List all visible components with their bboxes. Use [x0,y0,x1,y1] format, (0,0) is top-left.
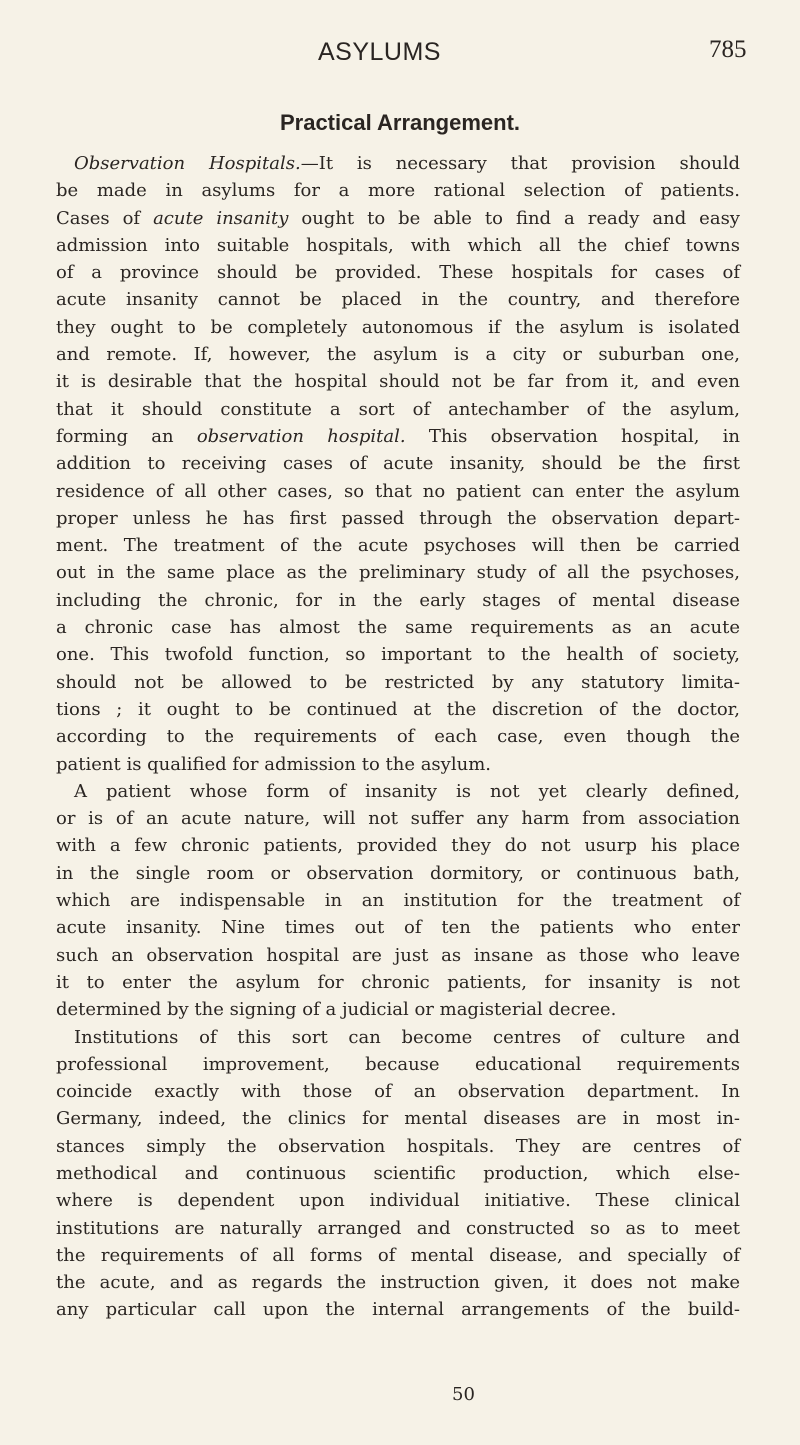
text-line [56,860,740,887]
text-run: such an observation hospital are just as insane as those who leave [56,944,740,966]
text-line [56,1133,740,1160]
text-line [56,751,740,778]
text-line [56,1215,740,1242]
text-line [56,1269,740,1296]
text-run: tions ; it ought to be continued at the discretion of the doctor, [56,698,740,720]
text-run: it is desirable that the hospital should not be far from it, and even [56,371,740,393]
text-run: with a few chronic patients, provided they do not usurp his place [56,835,740,857]
text-run: acute insanity. Nine times out of ten the patients who enter [56,917,740,939]
italic-term: acute insanity [153,207,289,229]
running-head: ASYLUMS [318,38,441,66]
text-run: that it should constitute a sort of antechamber of the asylum, [56,398,740,420]
text-run: patient is qualified for admission to the asylum. [56,753,491,775]
text-line [56,450,740,477]
text-line [56,1296,740,1323]
text-line [56,1024,740,1051]
body-text [56,150,740,1324]
text-run: where is dependent upon individual initiative. These clinical [56,1190,740,1212]
text-run: and remote. If, however, the asylum is a city or suburban one, [56,344,740,366]
text-line [56,1160,740,1187]
text-line [56,259,740,286]
text-run: Cases of [56,207,154,229]
text-run: the requirements of all forms of mental disease, and specially of [56,1244,740,1266]
text-run: any particular call upon the internal arrangements of the build- [56,1299,740,1321]
text-run: professional improvement, because educational requirements [56,1053,740,1075]
text-line [56,641,740,668]
text-line [56,205,740,232]
text-run: of a province should be provided. These hospitals for cases of [56,262,740,284]
text-line [56,778,740,805]
text-line [56,805,740,832]
text-run: including the chronic, for in the early stages of mental disease [56,589,740,611]
text-run: which are indispensable in an institution for the treatment of [56,890,740,912]
text-line [56,423,740,450]
text-run: stances simply the observation hospitals. They are centres of [56,1135,740,1157]
text-run: A patient whose form of insanity is not yet clearly defined, [74,780,740,802]
text-line [56,341,740,368]
text-run: according to the requirements of each case, even though the [56,726,740,748]
text-run: determined by the signing of a judicial or magisterial decree. [56,999,617,1021]
text-run: residence of all other cases, so that no patient can enter the asylum [56,480,740,502]
text-run: ought to be able to find a ready and easy [288,207,740,229]
text-run: Institutions of this sort can become centres of culture and [74,1026,740,1048]
text-line [56,368,740,395]
text-line [56,232,740,259]
text-run: acute insanity cannot be placed in the country, and therefore [56,289,740,311]
text-line [56,286,740,313]
text-line [56,1187,740,1214]
text-run: be made in asylums for a more rational selection of patients. [56,180,740,202]
text-line [56,696,740,723]
signature-mark: 50 [452,1384,475,1405]
text-line [56,723,740,750]
text-run: one. This twofold function, so important to the health of society, [56,644,740,666]
text-run: addition to receiving cases of acute insanity, should be the first [56,453,740,475]
text-run: the acute, and as regards the instruction given, it does not make [56,1272,740,1294]
text-run: or is of an acute nature, will not suffer any harm from association [56,808,740,830]
italic-term: observation hospital. [196,425,406,447]
text-run: coincide exactly with those of an observation department. In [56,1081,740,1103]
text-run: Germany, indeed, the clinics for mental diseases are in most in- [56,1108,740,1130]
text-run: —It is necessary that provision should [300,153,740,174]
text-run: forming an [56,425,197,447]
text-run: should not be allowed to be restricted by any statutory limita- [56,671,740,693]
text-run: it to enter the asylum for chronic patients, for insanity is not [56,971,740,993]
text-line [56,669,740,696]
text-line [56,887,740,914]
text-run: they ought to be completely autonomous if the asylum is isolated [56,316,740,338]
text-line [56,914,740,941]
text-line [56,1105,740,1132]
text-line [56,177,740,204]
text-run: methodical and continuous scientific production, which else- [56,1162,740,1184]
italic-term: Observation Hospitals. [74,153,301,174]
text-run: ment. The treatment of the acute psychoses will then be carried [56,535,740,557]
page-number: 785 [709,36,747,63]
text-line [56,832,740,859]
text-run: proper unless he has first passed through the observation depart- [56,507,740,529]
text-line [56,532,740,559]
text-run: out in the same place as the preliminary study of all the psychoses, [56,562,740,584]
text-run: This observation hospital, in [405,425,740,447]
text-line [56,1051,740,1078]
text-line [56,478,740,505]
section-heading: Practical Arrangement. [279,110,521,135]
text-line [56,614,740,641]
text-line [56,996,740,1023]
text-line [56,1242,740,1269]
text-line [56,559,740,586]
text-line [56,314,740,341]
text-line [56,1078,740,1105]
text-line [56,150,740,177]
text-line [56,587,740,614]
text-line [56,505,740,532]
text-run: a chronic case has almost the same requirements as an acute [56,617,740,639]
text-line [56,969,740,996]
text-line [56,396,740,423]
text-line [56,942,740,969]
text-run: in the single room or observation dormitory, or continuous bath, [56,862,740,884]
text-run: institutions are naturally arranged and constructed so as to meet [56,1217,740,1239]
text-run: admission into suitable hospitals, with which all the chief towns [56,234,740,256]
